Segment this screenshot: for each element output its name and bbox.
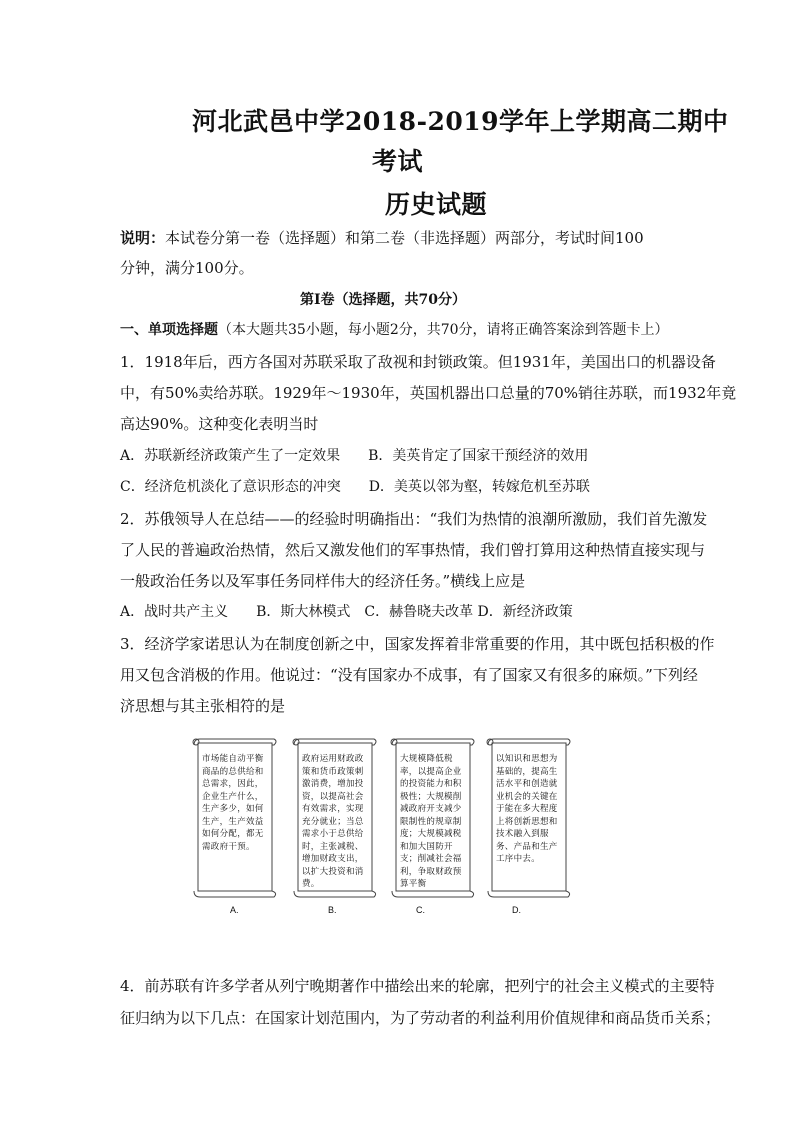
scroll-d-text: 以知识和思想为基础的，提高生活水平和创造就业机会的关键在于能在多大程度上将创新思想和技术融入到服务、产品和生产工序中去。 xyxy=(496,754,558,864)
section-heading xyxy=(120,320,669,340)
q1-line1: 1．1918年后，西方各国对苏联采取了敌视和封锁政策。但1931年，美国出口的机器设备 xyxy=(120,353,716,371)
q2-options: A．战时共产主义 B．斯大林模式 C．赫鲁晓夫改革 D．新经济政策 xyxy=(120,604,573,620)
section-heading-rest: （本大题共35小题，每小题2分，共70分，请将正确答案涂到答题卡上） xyxy=(218,322,669,338)
intro-text: 本试卷分第一卷（选择题）和第二卷（非选择题）两部分，考试时间100 xyxy=(165,229,644,247)
exam-subtitle: 历史试题 xyxy=(385,190,488,219)
intro-line1 xyxy=(120,228,644,248)
intro-line2: 分钟，满分100分。 xyxy=(120,259,254,277)
scroll-a-text: 市场能自动平衡商品的总供给和总需求，因此，企业生产什么，生产多少，如何生产，生产效益如何分配，都无需政府干预。 xyxy=(202,754,264,852)
q4-line1: 4．前苏联有许多学者从列宁晚期著作中描绘出来的轮廓，把列宁的社会主义模式的主要特 xyxy=(120,977,715,995)
section-title: 第Ⅰ卷（选择题，共70分） xyxy=(300,292,467,308)
q1-options-ab: A．苏联新经济政策产生了一定效果 B．美英肯定了国家干预经济的效用 xyxy=(120,448,589,464)
scroll-option-c xyxy=(388,735,476,895)
q3-scroll-figure xyxy=(180,735,600,925)
intro-label: 说明： xyxy=(120,229,166,247)
q2-line2: 了人民的普遍政治热情，然后又激发他们的军事热情，我们曾打算用这种热情直接实现与 xyxy=(120,541,706,559)
q4-line2: 征归纳为以下几点：在国家计划范围内，为了劳动者的利益利用价值规律和商品货币关系； xyxy=(120,1009,721,1027)
section-heading-label: 一、单项选择题 xyxy=(120,322,218,338)
q3-line3: 济思想与其主张相符的是 xyxy=(120,697,286,715)
scroll-label-c: C. xyxy=(416,905,425,915)
exam-title-line2: 考试 xyxy=(372,147,424,176)
scroll-option-b xyxy=(290,735,378,895)
scroll-b-text: 政府运用财政政策和货币政策刺激消费，增加投资，以提高社会有效需求，实现充分就业；当总需求小于总供给时，主张减税、增加财政支出，以扩大投资和消费。 xyxy=(302,754,364,889)
q2-line1: 2．苏俄领导人在总结——的经验时明确指出：“我们为热情的浪潮所激励，我们首先激发 xyxy=(120,510,708,528)
scroll-label-a: A. xyxy=(230,905,239,915)
q3-line2: 用又包含消极的作用。他说过：“没有国家办不成事，有了国家又有很多的麻烦。”下列经 xyxy=(120,666,698,684)
q3-line1: 3．经济学家诺思认为在制度创新之中，国家发挥着非常重要的作用，其中既包括积极的作 xyxy=(120,635,715,653)
q1-options-cd: C．经济危机淡化了意识形态的冲突 D．美英以邻为壑，转嫁危机至苏联 xyxy=(120,479,590,495)
scroll-c-text: 大规模降低税率，以提高企业的投资能力和积极性；大规模削减政府开支减少限制性的规章制度；大规模减税和加大国防开支；削减社会福利，争取财政预算平衡 xyxy=(400,754,462,889)
exam-title-line1: 河北武邑中学2018-2019学年上学期高二期中 xyxy=(192,107,729,136)
scroll-label-b: B. xyxy=(328,905,337,915)
scroll-option-d xyxy=(484,735,572,895)
q2-line3: 一般政治任务以及军事任务同样伟大的经济任务。”横线上应是 xyxy=(120,572,526,590)
scroll-label-d: D. xyxy=(512,905,521,915)
q1-line3: 高达90%。这种变化表明当时 xyxy=(120,415,319,433)
q1-line2: 中，有50%卖给苏联。1929年～1930年，英国机器出口总量的70%销往苏联，而1932年竟 xyxy=(120,384,737,402)
scroll-option-a xyxy=(190,735,278,895)
